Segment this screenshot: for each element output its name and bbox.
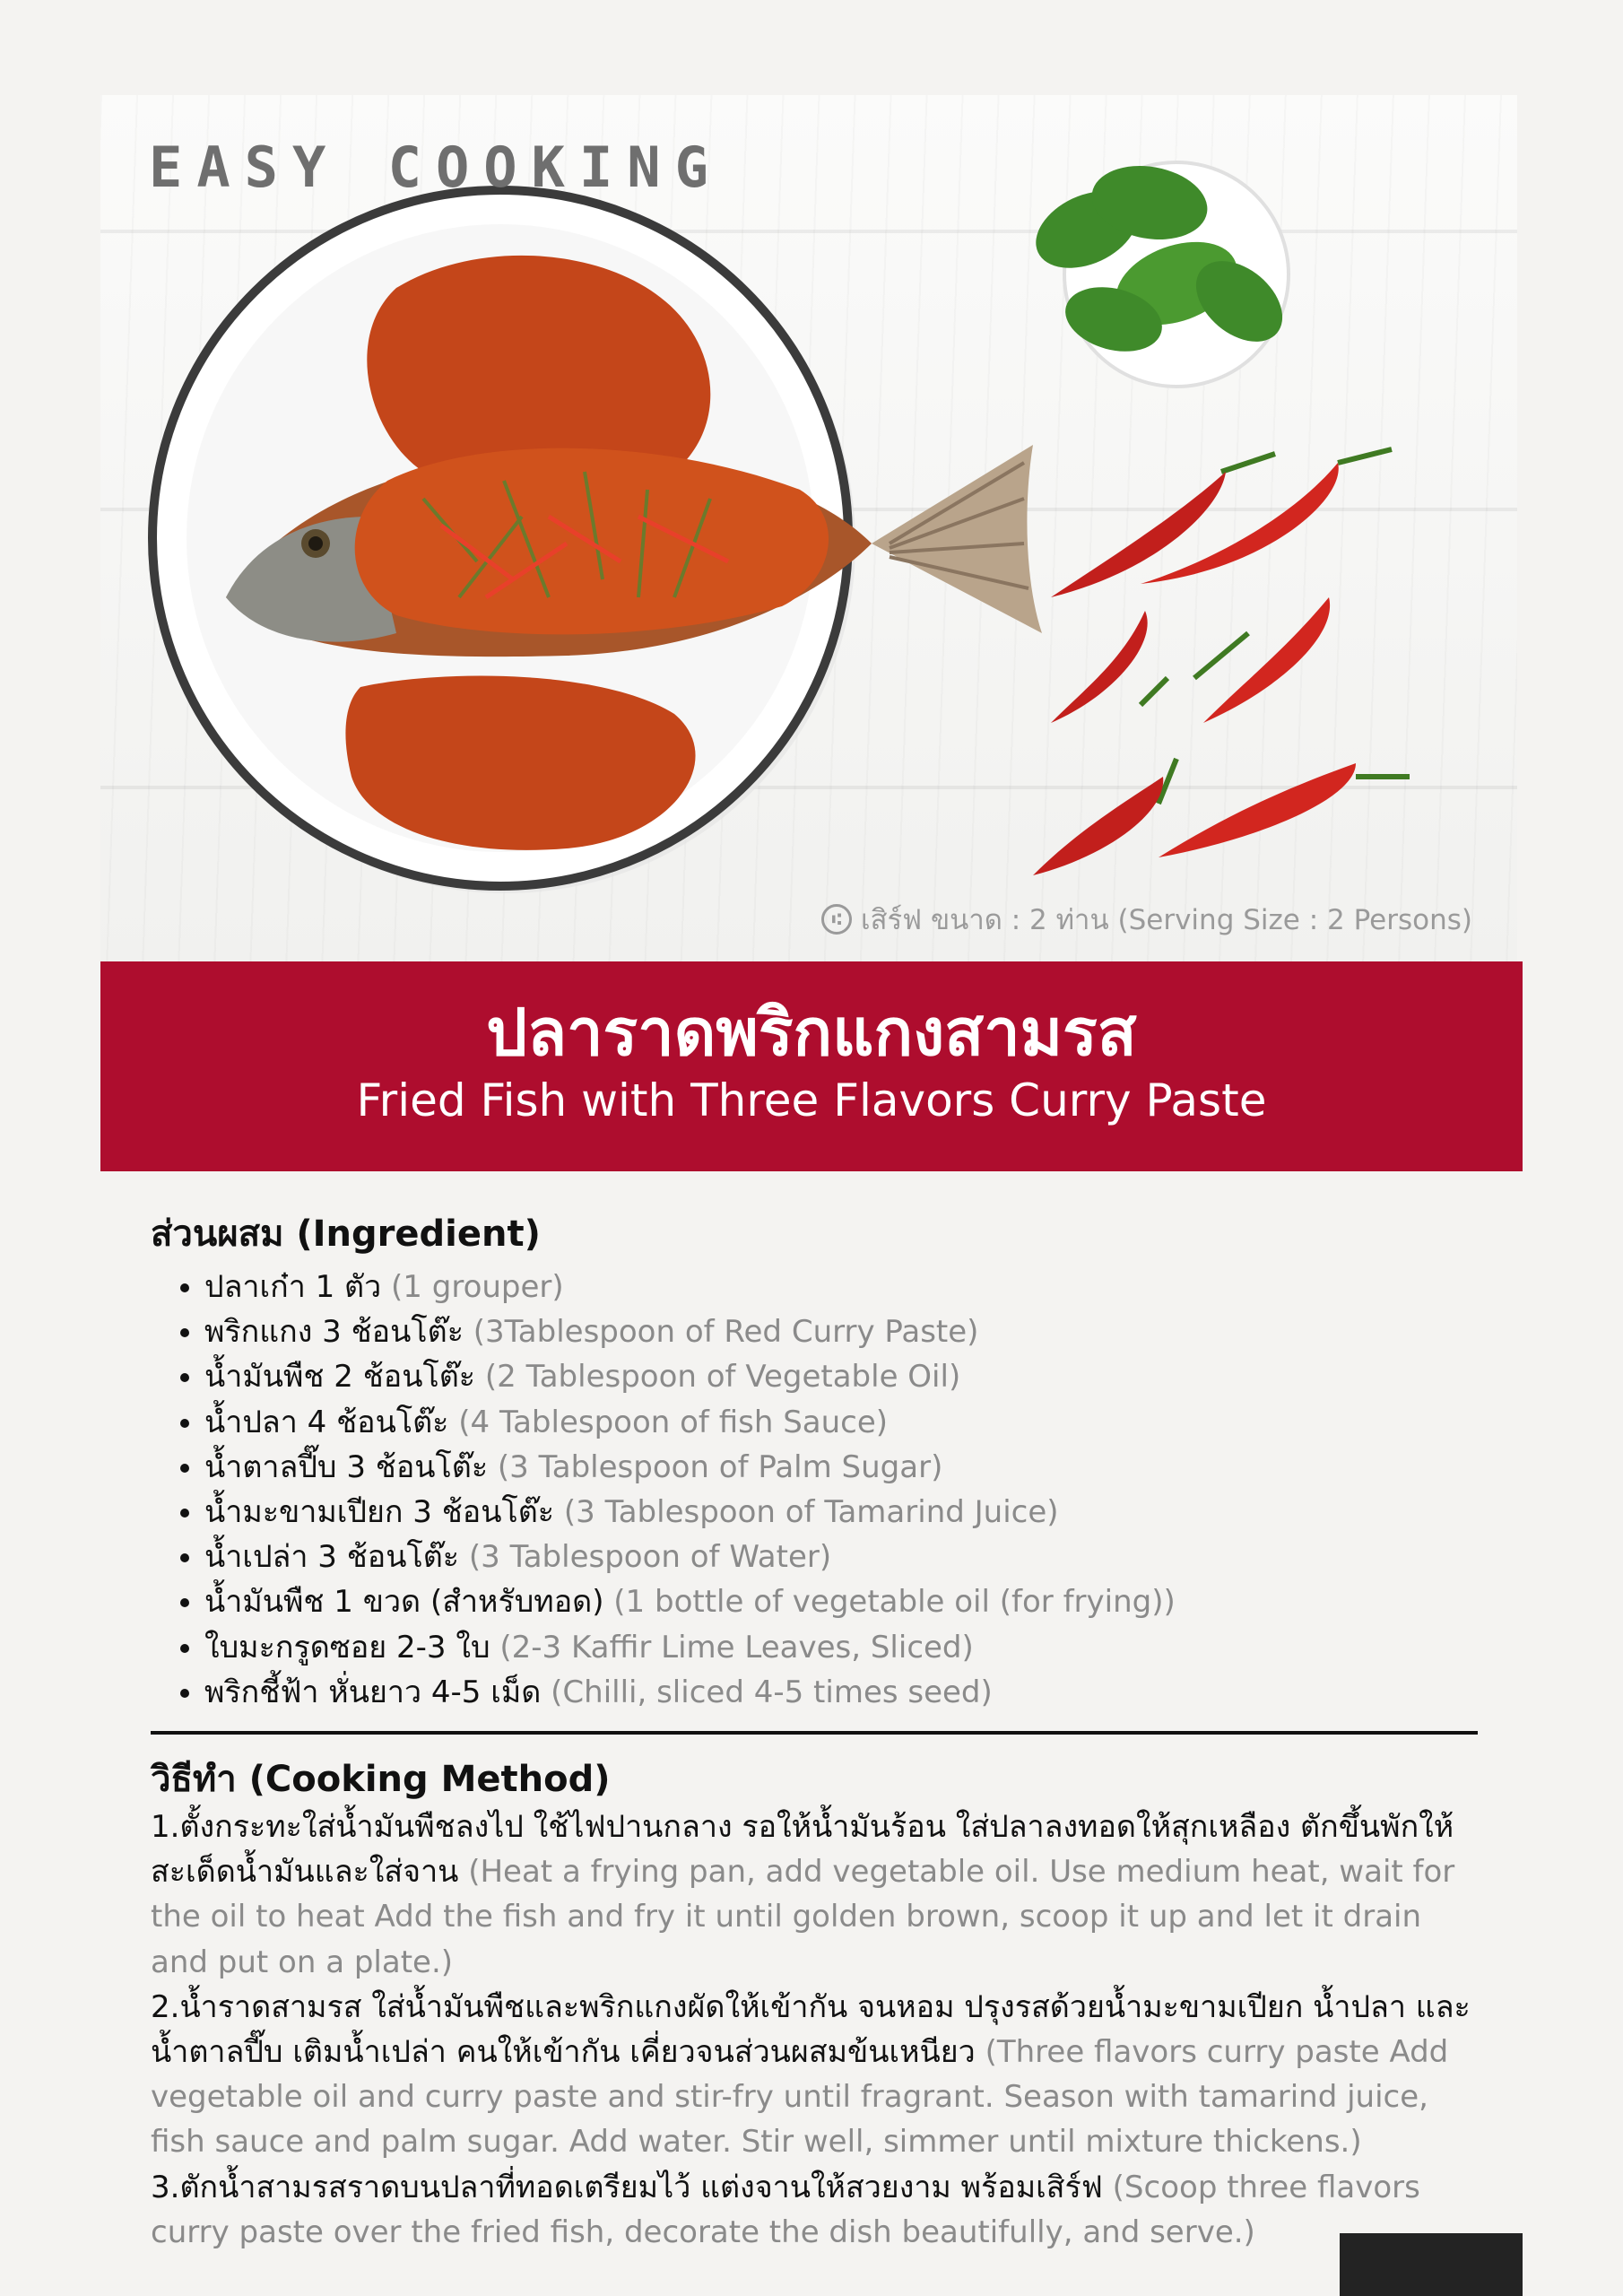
- list-item: • ใบมะกรูดซอย 2-3 ใบ (2-3 Kaffir Lime Leaves, Sliced): [204, 1625, 1478, 1670]
- recipe-title-en: Fried Fish with Three Flavors Curry Paste: [356, 1074, 1267, 1126]
- list-item: • น้ำมะขามเปียก 3 ช้อนโต๊ะ (3 Tablespoon of Tamarind Juice): [204, 1490, 1478, 1535]
- recipe-title-th: ปลาราดพริกแกงสามรส: [486, 995, 1137, 1070]
- recipe-content: [151, 1209, 1478, 2255]
- method-heading: วิธีทำ (Cooking Method): [151, 1759, 611, 1801]
- serving-size-text: เสิร์ฟ ขนาด : 2 ท่าน (Serving Size : 2 Persons): [860, 904, 1472, 936]
- plate-cutlery-icon: ⑆: [821, 904, 852, 935]
- list-item: • พริกแกง 3 ช้อนโต๊ะ (3Tablespoon of Red Curry Paste): [204, 1309, 1478, 1354]
- dish-illustration: [100, 95, 1517, 961]
- hero-photo: [100, 95, 1517, 961]
- ingredients-list: [151, 1265, 1478, 1715]
- title-banner: [100, 961, 1523, 1171]
- list-item: • น้ำมันพืช 1 ขวด (สำหรับทอด) (1 bottle of vegetable oil (for frying)): [204, 1579, 1478, 1624]
- section-divider: [151, 1731, 1478, 1735]
- sauce-bottom: [345, 676, 695, 850]
- list-item: • น้ำปลา 4 ช้อนโต๊ะ (4 Tablespoon of fish Sauce): [204, 1400, 1478, 1445]
- method-step: 2.น้ำราดสามรส ใส่น้ำมันพืชและพริกแกงผัดให้เข้ากัน จนหอม ปรุงรสด้วยน้ำมะขามเปียก น้ำปลา และน้ำตาลปี๊บ เติมน้ำเปล่า คนให้เข้ากัน เคี่ยวจนส่วนผสมข้นเหนียว (Three flavors curry paste Add vegetable oil and curry paste and stir-fry until fragrant. Season with tamarind juice, fish sauce and palm sugar. Add water. Stir well, simmer until mixture thickens.): [151, 1988, 1471, 2161]
- list-item: • น้ำเปล่า 3 ช้อนโต๊ะ (3 Tablespoon of Water): [204, 1535, 1478, 1579]
- list-item: • น้ำตาลปี๊บ 3 ช้อนโต๊ะ (3 Tablespoon of Palm Sugar): [204, 1445, 1478, 1490]
- method-step: 3.ตักน้ำสามรสราดบนปลาที่ทอดเตรียมไว้ แต่งจานให้สวยงาม พร้อมเสิร์ฟ (Scoop three flavors curry paste over the fried fish, decorate the dish beautifully, and serve.): [151, 2169, 1420, 2250]
- ingredients-heading: ส่วนผสม (Ingredient): [151, 1213, 541, 1255]
- method-step: 1.ตั้งกระทะใส่น้ำมันพืชลงไป ใช้ไฟปานกลาง รอให้น้ำมันร้อน ใส่ปลาลงทอดให้สุกเหลือง ตักขึ้นพักให้สะเด็ดน้ำมันและใส่จาน (Heat a frying pan, add vegetable oil. Use medium heat, wait for the oil to heat Add the fish and fry it until golden brown, scoop it up and let it drain and put on a plate.): [151, 1809, 1455, 1980]
- brand-title: EASY COOKING: [149, 135, 723, 200]
- red-chillies: [1033, 449, 1410, 875]
- serving-size: [821, 897, 1472, 942]
- corner-decoration: [1340, 2233, 1523, 2296]
- method-steps: [151, 1805, 1478, 2255]
- list-item: • พริกชี้ฟ้า หั่นยาว 4-5 เม็ด (Chilli, sliced 4-5 times seed): [204, 1670, 1478, 1715]
- list-item: • น้ำมันพืช 2 ช้อนโต๊ะ (2 Tablespoon of Vegetable Oil): [204, 1354, 1478, 1399]
- list-item: • ปลาเก๋า 1 ตัว (1 grouper): [204, 1265, 1478, 1309]
